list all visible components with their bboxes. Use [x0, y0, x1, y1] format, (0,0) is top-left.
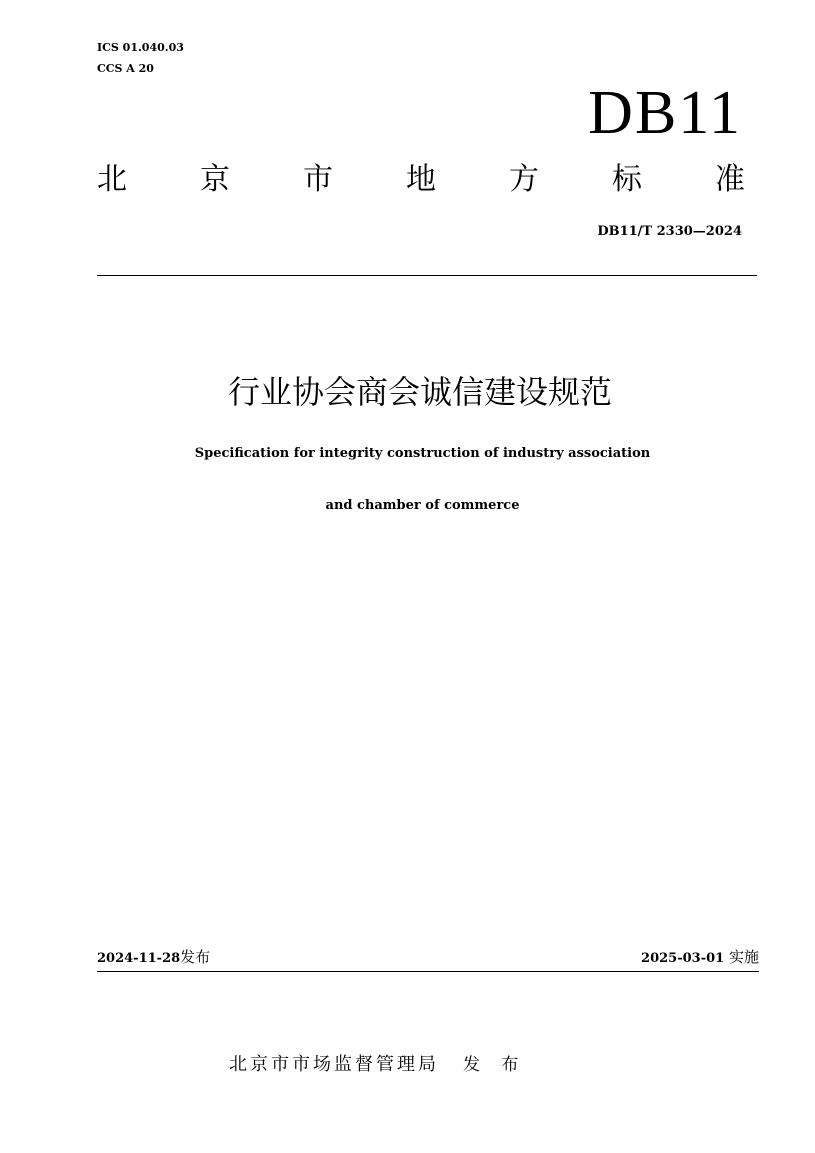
footer-divider: [97, 971, 759, 972]
issue-date-block: [97, 946, 210, 970]
standard-kind-char: 标: [612, 162, 642, 197]
ics-code: ICS 01.040.03: [97, 41, 184, 54]
issue-date: 2024-11-28: [97, 951, 181, 966]
standard-kind-heading: [97, 160, 745, 200]
issue-label: 发布: [180, 948, 211, 966]
publisher-line: [229, 1052, 526, 1078]
db11-mark: DB11: [588, 79, 742, 147]
standard-kind-char: 方: [509, 162, 539, 197]
title-chinese: 行业协会商会诚信建设规范: [227, 373, 612, 411]
title-english-line1: Specification for integrity construction of industry association: [194, 446, 651, 461]
implement-date-block: [641, 946, 759, 970]
standard-kind-char: 市: [303, 162, 333, 197]
implement-label: 实施: [728, 948, 759, 966]
standard-kind-char: 北: [97, 162, 127, 197]
publisher-name: 北京市市场监督管理局: [229, 1054, 439, 1075]
implement-date: 2025-03-01: [641, 951, 725, 966]
standard-kind-char: 京: [200, 162, 230, 197]
publisher-action: 发 布: [463, 1055, 527, 1075]
title-english-line2: and chamber of commerce: [325, 498, 520, 513]
standard-kind-char: 地: [406, 162, 436, 197]
standard-number: DB11/T 2330—2024: [597, 224, 742, 239]
ccs-code: CCS A 20: [97, 62, 154, 75]
header-divider: [97, 275, 757, 276]
standard-kind-char: 准: [715, 162, 745, 197]
